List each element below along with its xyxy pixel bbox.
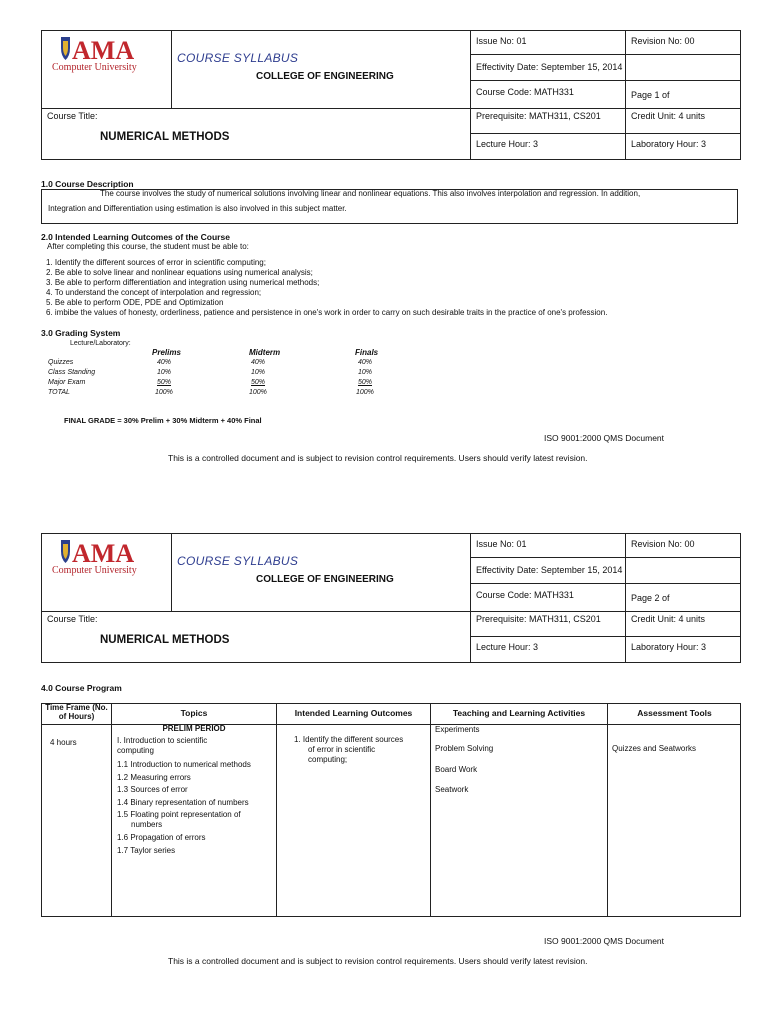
col-header-tla: Teaching and Learning Activities	[452, 708, 586, 718]
college-name: COLLEGE OF ENGINEERING	[256, 574, 394, 585]
syllabus-title: COURSE SYLLABUS	[177, 554, 299, 568]
topic-line: I. Introduction to scientific	[117, 736, 208, 745]
course-code: Course Code: MATH331	[476, 87, 574, 97]
prelim-period-label: PRELIM PERIOD	[162, 724, 226, 733]
tla-item: Problem Solving	[435, 744, 494, 753]
course-description-heading: 1.0 Course Description	[41, 179, 134, 189]
issue-no: Issue No: 01	[476, 539, 527, 549]
iso-label: ISO 9001:2000 QMS Document	[544, 433, 665, 443]
revision-no: Revision No: 00	[631, 539, 695, 549]
iso-label: ISO 9001:2000 QMS Document	[544, 936, 665, 946]
ilo-line: of error in scientific	[308, 745, 376, 754]
prerequisite: Prerequisite: MATH311, CS201	[476, 111, 601, 121]
grading-heading: 3.0 Grading System	[41, 328, 121, 338]
topic-line: 1.2 Measuring errors	[117, 773, 191, 782]
topic-line: computing	[117, 746, 154, 755]
grading-value: 100%	[155, 389, 173, 396]
tla-item: Board Work	[435, 765, 478, 774]
topic-line: 1.4 Binary representation of numbers	[117, 798, 249, 807]
logo-subtitle: Computer University	[52, 565, 137, 576]
grading-value: 50%	[358, 379, 373, 386]
course-description-line1: The course involves the study of numerical solutions involving linear and nonlinear equations. This also involves interpolation and regression. In addition,	[100, 189, 641, 198]
credit-unit: Credit Unit: 4 units	[631, 111, 706, 121]
list-item: 6. imbibe the values of honesty, orderliness, patience and persistence in one's work in order to carry on such desirable traits in the practice of one's profession.	[46, 308, 608, 317]
laboratory-hour: Laboratory Hour: 3	[631, 139, 707, 149]
page-number: Page 1 of	[631, 90, 670, 100]
lecture-hour: Lecture Hour: 3	[476, 642, 539, 652]
topic-line: 1.1 Introduction to numerical methods	[117, 760, 251, 769]
controlled-document-notice: This is a controlled document and is subject to revision control requirements. Users should verify latest revision.	[168, 453, 588, 463]
effectivity-date: Effectivity Date: September 15, 2014	[476, 565, 623, 575]
ilo-line: 1. Identify the different sources	[294, 735, 404, 744]
list-item: 3. Be able to perform differentiation and integration using numerical methods;	[46, 278, 320, 287]
controlled-document-notice: This is a controlled document and is subject to revision control requirements. Users should verify latest revision.	[168, 956, 588, 966]
effectivity-date: Effectivity Date: September 15, 2014	[476, 62, 623, 72]
grading-subheading: Lecture/Laboratory:	[70, 340, 131, 347]
outcomes-intro: After completing this course, the student must be able to:	[47, 242, 249, 251]
logo-lettering: AMA	[72, 539, 135, 567]
grading-value: 10%	[251, 369, 266, 376]
topic-line: 1.5 Floating point representation of	[117, 810, 241, 819]
col-header-assessment: Assessment Tools	[637, 708, 712, 718]
grading-value: 100%	[249, 389, 267, 396]
revision-no: Revision No: 00	[631, 36, 695, 46]
grading-col-finals: Finals	[355, 348, 379, 357]
tla-item: Experiments	[435, 725, 480, 734]
topic-line: numbers	[131, 820, 163, 829]
prerequisite: Prerequisite: MATH311, CS201	[476, 614, 601, 624]
syllabus-title: COURSE SYLLABUS	[177, 51, 299, 65]
course-title-label: Course Title:	[47, 614, 98, 624]
list-item: 2. Be able to solve linear and nonlinear equations using numerical analysis;	[46, 268, 313, 277]
list-item: 4. To understand the concept of interpolation and regression;	[46, 288, 262, 297]
issue-no: Issue No: 01	[476, 36, 527, 46]
assessment-tools-value: Quizzes and Seatworks	[612, 744, 697, 753]
grading-row-label: Class Standing	[48, 369, 96, 376]
grading-value: 50%	[251, 379, 266, 386]
course-title-label: Course Title:	[47, 111, 98, 121]
ama-logo	[48, 34, 158, 78]
course-code: Course Code: MATH331	[476, 590, 574, 600]
grading-col-prelims: Prelims	[152, 348, 181, 357]
grading-value: 40%	[358, 359, 373, 366]
grading-value: 50%	[157, 379, 172, 386]
grading-row-label: Quizzes	[48, 359, 74, 366]
grading-col-midterm: Midterm	[249, 348, 281, 357]
grading-value: 40%	[251, 359, 266, 366]
outcomes-heading: 2.0 Intended Learning Outcomes of the Course	[41, 232, 230, 242]
grading-value: 10%	[157, 369, 172, 376]
ama-logo	[48, 537, 158, 581]
time-frame-value: 4 hours	[50, 738, 77, 747]
tla-item: Seatwork	[435, 785, 469, 794]
final-grade-formula: FINAL GRADE = 30% Prelim + 30% Midterm + 40% Final	[64, 416, 262, 425]
topic-line: 1.7 Taylor series	[117, 846, 176, 855]
course-title: NUMERICAL METHODS	[100, 634, 230, 646]
college-name: COLLEGE OF ENGINEERING	[256, 71, 394, 82]
course-description-line2: Integration and Differentiation using estimation is also involved in this subject matter.	[48, 204, 347, 213]
ilo-line: computing;	[308, 755, 348, 764]
credit-unit: Credit Unit: 4 units	[631, 614, 706, 624]
list-item: 5. Be able to perform ODE, PDE and Optimization	[46, 298, 224, 307]
grading-value: 100%	[356, 389, 374, 396]
logo-subtitle: Computer University	[52, 62, 137, 73]
list-item: 1. Identify the different sources of error in scientific computing;	[46, 258, 266, 267]
grading-value: 10%	[358, 369, 373, 376]
lecture-hour: Lecture Hour: 3	[476, 139, 539, 149]
page-number: Page 2 of	[631, 593, 670, 603]
col-header-time-frame: Time Frame (No. of Hours)	[45, 703, 108, 721]
course-program-heading: 4.0 Course Program	[41, 683, 122, 693]
topic-line: 1.3 Sources of error	[117, 785, 188, 794]
laboratory-hour: Laboratory Hour: 3	[631, 642, 707, 652]
topic-line: 1.6 Propagation of errors	[117, 833, 206, 842]
col-header-ilo: Intended Learning Outcomes	[294, 708, 413, 718]
logo-lettering: AMA	[72, 36, 135, 64]
grading-row-label: Major Exam	[48, 379, 86, 386]
col-header-topics: Topics	[180, 708, 208, 718]
grading-row-label: TOTAL	[48, 389, 70, 396]
course-title: NUMERICAL METHODS	[100, 131, 230, 143]
grading-value: 40%	[157, 359, 172, 366]
